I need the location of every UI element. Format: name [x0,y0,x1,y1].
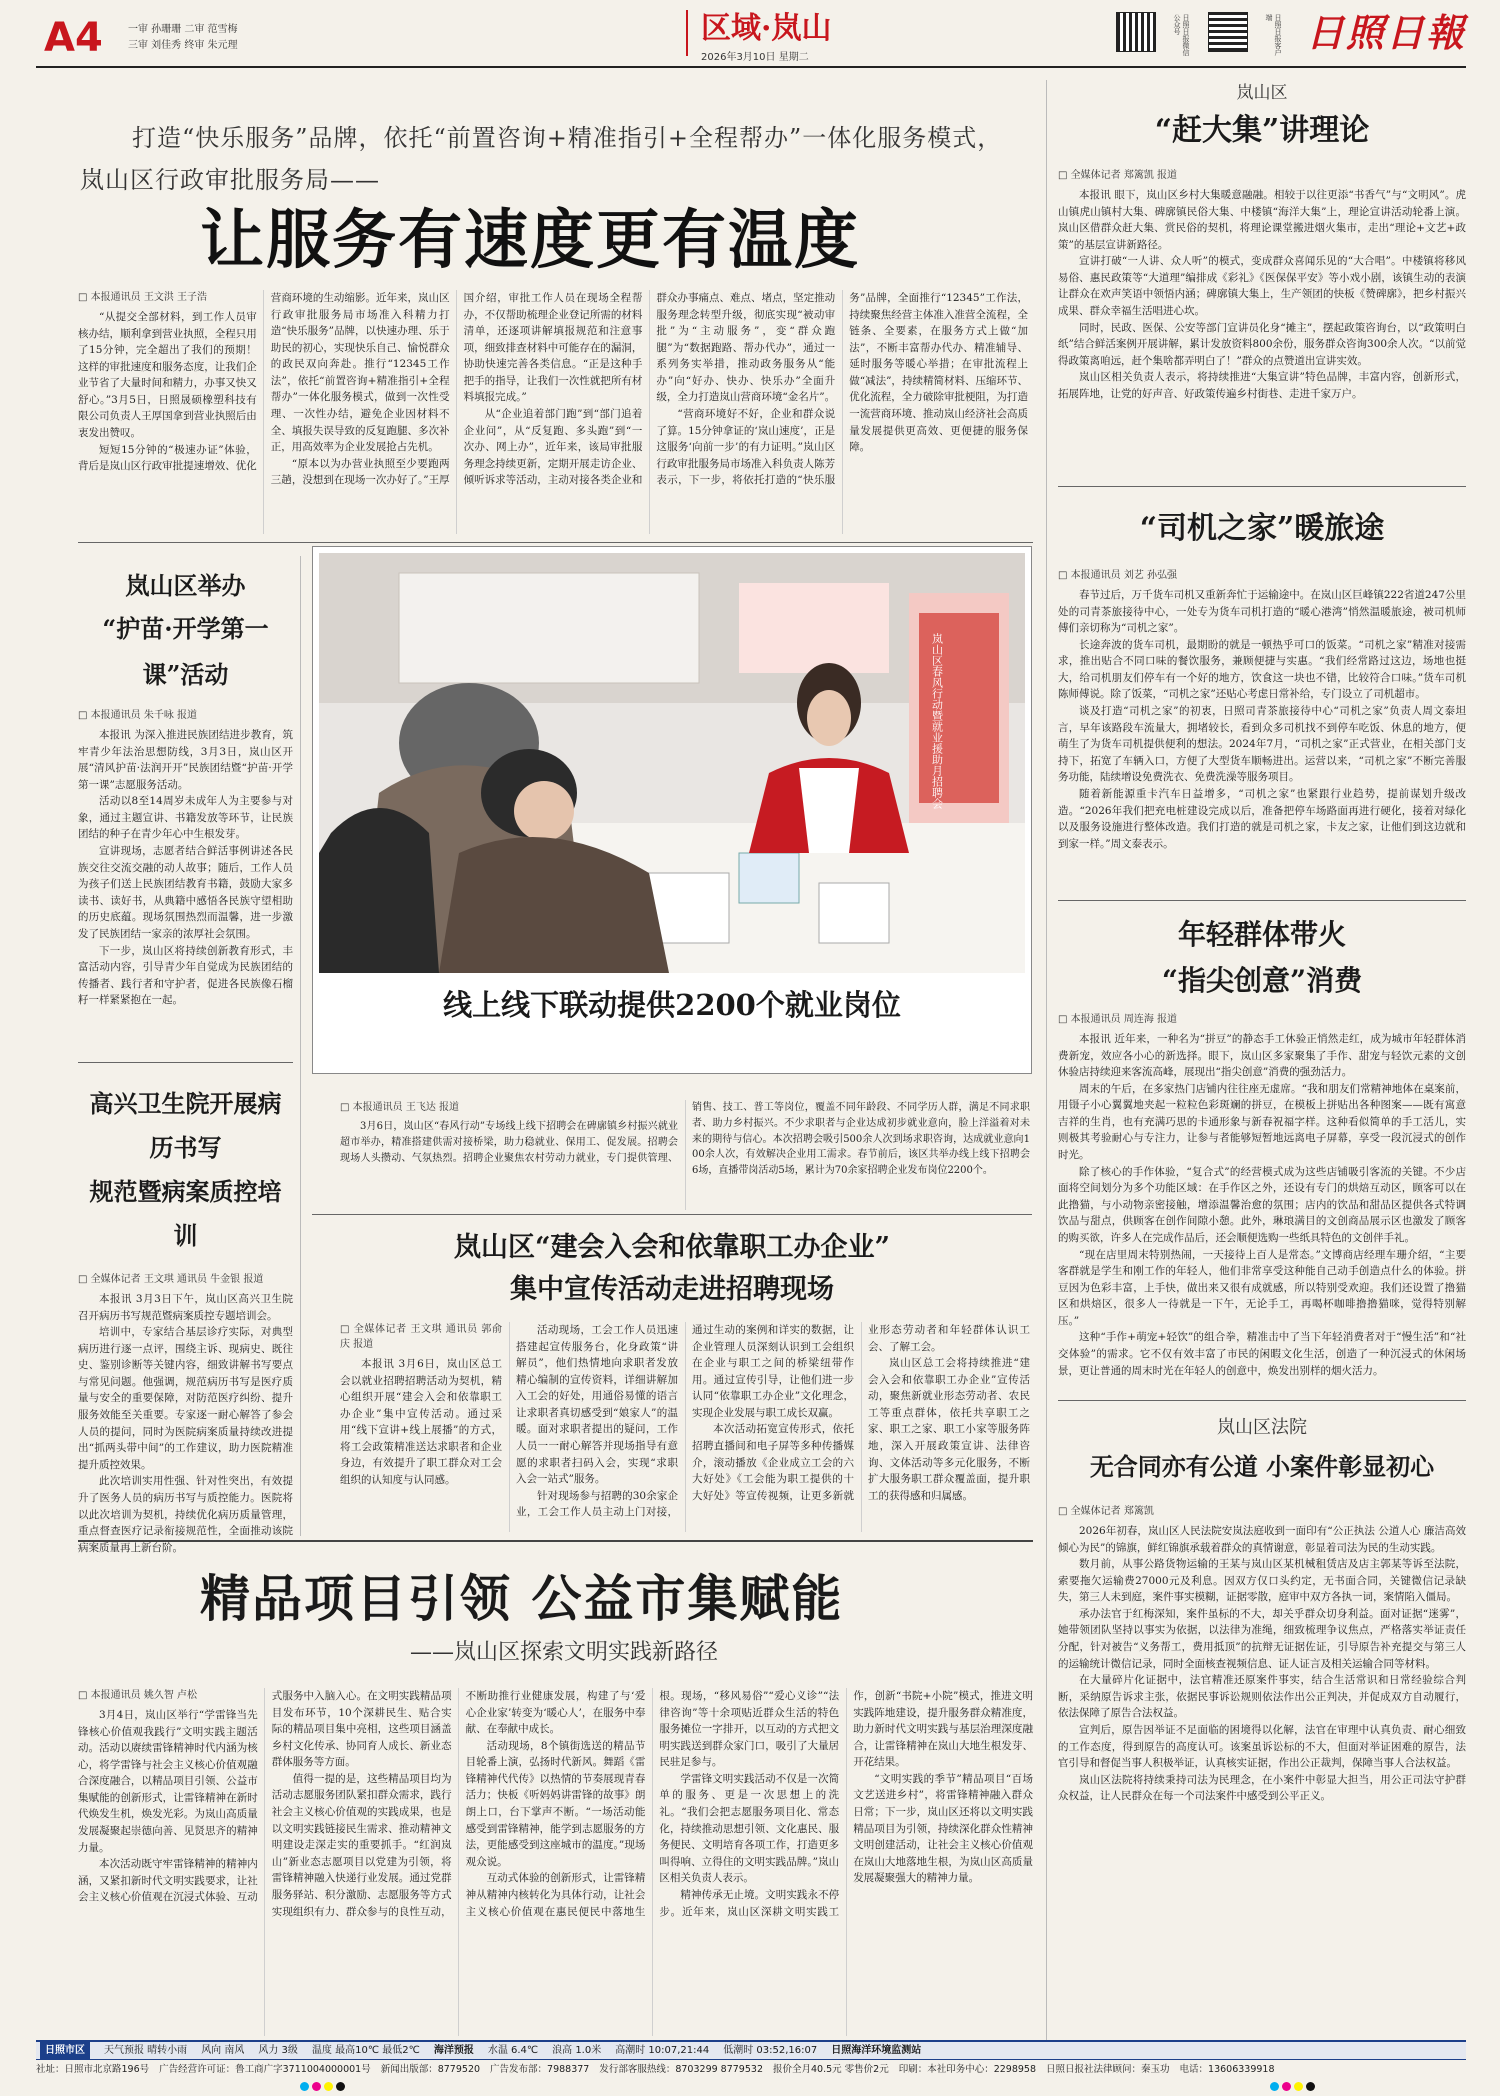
rule [78,1062,293,1063]
weather-bar: 日照市区 天气预报 晴转小雨 风向 南风 风力 3级 温度 最高10℃ 最低2℃ 海洋预报 水温 6.4℃ 浪高 1.0米 高潮时 10:07,21:44 低潮时 03:52,16:07 日照海洋环境监测站 [36,2040,1466,2060]
page-number: A4 [44,15,103,61]
section-title: 区域·岚山 [701,11,832,46]
rule [1058,1400,1466,1401]
youth-headline: “指尖创意”消费 [1161,964,1363,997]
print-registration-marks [300,2082,345,2091]
civil-headline: 精品项目引领 公益市集赋能 [200,1569,844,1628]
qr-label: 日照日报微信公众号 [1173,14,1190,56]
story1-lead-line: 岚山区行政审批服务局—— [80,166,380,194]
issue-date: 2026年3月10日 星期二 [701,52,809,63]
qr-label: 日照日报客户端 [1265,14,1282,56]
story-driver: “司机之家”暖旅途 □ 本报通讯员 刘艺 孙弘强 春节过后，万千货车司机又重新奔忙于运输途中。在岚山区巨峰镇222省道247公里处的司青茶旅接待中心，一处专为货车司机打造的“暖心港湾”悄然温暖旅途，被司机师傅们亲切称为“司机之家”。 长途奔波的货车司机，最期盼的就是一顿热乎可口的饭菜。“司机之家”精准对接需求，推出贴合不同口味的餐饮服务，兼顾便捷与实惠。“我们经常路过这边，场地也挺大，给司机朋友们停车有一个好的地方，饮食这一块也不错，比较符合口味。”货车司机陈师傅说。除了饭菜，“司机之家”还贴心考虑日常补给，专门设立了司机超市。 谈及打造“司机之家”的初衷，日照司青茶旅接待中心“司机之家”负责人周文泰坦言，早年该路段车流量大，拥堵较长，看到众多司机找不到停车吃饭、休息的地方，便萌生了为货车司机提供便利的想法。2024年7月，“司机之家”正式营业，在相关部门支持下，拓宽了车辆入口，方便了大型货车顺畅进出。运营以来，“司机之家”不断完善服务功能，陆续增设免费洗衣、免费洗澡等服务项目。 随着新能源重卡汽车日益增多，“司机之家”也紧跟行业趋势，提前谋划升级改造。“2026年我们把充电桩建设完成以后，准备把停车场路面再进行硬化，接着对绿化以及服务设施进行整体改造。我们打造的就是司机之家，卡友之家，让他们到这边就和到家一样。”周文泰表示。 [1058,500,1466,892]
story1-lead-line: 打造“快乐服务”品牌，依托“前置咨询+精准指引+全程帮办”一体化服务模式， [132,124,1003,152]
newspaper-logo: 日照日報 [1306,10,1467,55]
print-registration-marks [1270,2082,1315,2091]
rule [78,542,1033,543]
story-market: 岚山区 “赶大集”讲理论 □ 全媒体记者 郑篱凯 报道 本报讯 眼下，岚山区乡村大集暖意融融。相较于以往更添“书香气”与“文明风”。虎山镇虎山镇村大集、碑廓镇民俗大集、中楼镇“海洋大集”上，理论宣讲活动轮番上演。岚山区借群众赶大集、赏民俗的契机，将理论课堂搬进烟火集市，走出“理论+文艺+政策”的基层宣讲新路径。 宣讲打破“一人讲、众人听”的模式，变成群众喜闻乐见的“大合唱”。中楼镇将移风易俗、惠民政策等“大道理”编排成《彩礼》《医保保平安》等小戏小剧，该镇生动的表演让群众在欢声笑语中领悟内涵；碑廓镇大集上，生产领团的快板《赞碑廓》，把乡村振兴成果、群众幸福生活唱进心坎。 同时，民政、医保、公安等部门宣讲员化身“摊主”，摆起政策咨询台，以“政策明白纸”结合鲜活案例开展讲解，累计发放资料800余份，服务群众咨询300余人次。“以前觉得政策离咱远，赶个集啥都弄明白了！”群众的点赞道出宣讲实效。 岚山区相关负责人表示，将持续推进“大集宣讲”特色品牌，丰富内容，创新形式，拓展阵地，让党的好声音、好政策传遍乡村街巷、走进千家万户。 [1058,80,1466,468]
court-headline: 无合同亦有公道 小案件彰显初心 [1089,1452,1435,1481]
masthead-rule [36,66,1466,68]
editor-credits: 一审 孙珊珊 二审 范雪梅 三审 刘佳秀 终审 朱元理 [128,24,238,51]
court-kicker: 岚山区法院 [1217,1417,1307,1438]
story-youth: 年轻群体带火 “指尖创意”消费 □ 本报通讯员 周连海 报道 本报讯 近年来，一种名为“拼豆”的静态手工休验正悄然走红，成为城市年轻群体消费新宠，效应各小心的新选择。眼下，岚山区多家聚集了手作、甜宠与轻饮元素的文创休验店持续迎来客流高峰，展现出“指尖创意”消费的强劲活力。 周末的午后，在多家热门店铺内往往座无虚席。“我和朋友们常精神地体在桌案前，用镊子小心翼翼地夹起一粒粒色彩斑斓的拼豆，在模板上拼贴出各种图案——既有寓意吉祥的生肖，也有充满巧思的卡通形象与新春祝福字样。这种看似简单的手工活儿，实则极其考验耐心与专注力，让参与者能够短暂地远离电子屏幕，享受一段沉浸式的创作时光。 除了核心的手作体验，“复合式”的经营模式成为这些店铺吸引客流的关键。不少店面将空间划分为多个功能区域：在手作区之外，还设有专门的烘焙互动区，顾客可以在此撸猫，与小动物亲密接触，增添温馨治愈的氛围；店内的饮品和甜品区提供各式特调饮品与甜点，供顾客在创作间隙小憩。此外，琳琅满目的文创商品展示区也激发了顾客的购买欲，许多人在完成作品后，还会顺便选购一些纸具特色的文创伴手礼。 “现在店里周末特别热闹，一天接待上百人是常态。”文博商店经理车珊介绍，“主要客群就是学生和刚工作的年轻人，他们非常享受这种能自己动手创造点什么的体验。拼豆因为色彩丰富，上手快，做出来又很有成就感，所以特别受欢迎。我们还设置了撸猫区和烘焙区，很多人一待就是一下午，无论手工，再喝杯咖啡撸撸猫咪，觉得特别解压。” 这种“手作+萌宠+轻饮”的组合拳，精准击中了当下年轻消费者对于“慢生活”和“社交体验”的需求。它不仅有效丰富了市民的闲暇文化生活，创造了一种沉浸式的休闲场景，更让普通的周末时光在年轻人的创意中，焕发出别样的烟火活力。 [1058,912,1466,1412]
union-headline: 集中宣传活动走进招聘现场 [510,1274,834,1305]
civil-subheadline: ——岚山区探索文明实践新路径 [410,1640,719,1665]
column-rule [300,556,301,1536]
civil-body: □ 本报通讯员 姚久智 卢松 3月4日，岚山区举行“学雷锋当先锋核心价值观我践行”文明实践主题活动。活动以赓续雷锋精神时代内涵为核心，将学雷锋与社会主义核心价值观融合深度融合，以精品项目引领、公益市集赋能的创新形式，让雷锋精神在新时代焕发生机，焕发光彩。为岚山高质量发展凝聚起崇德向善、见贤思齐的精神力量。 本次活动既守牢雷锋精神的精神内涵，又紧扣新时代文明实践要求，让社会主义核心价值观在沉浸式体验、互动式服务中入脑入心。在文明实践精品项目发布环节，10个深耕民生、贴合实际的精品项目集中亮相，这些项目涵盖乡村文化传承、协同育人成长、新业态群体服务等方面。 值得一提的是，这些精品项目均为活动志愿服务团队紧扣群众需求，践行社会主义核心价值观的实践成果，也是以文明实践链接民生需求、推动精神文明建设走深走实的重要抓手。“红润岚山”新业态志愿项目以党建为引领，将雷锋精神融入快递行业发展。通过党群服务驿站、积分激励、志愿服务等方式实现组织有力、群众参与的良性互动，不断助推行业健康发展，构建了与‘爱心企业家’转变为‘暖心人’，在服务中奉献、在奉献中成长。 活动现场，8个镇街选送的精品节目轮番上演，弘扬时代新风。舞蹈《雷锋精神代代传》以热情的节奏展现青春活力；快板《听妈妈讲雷锋的故事》朗朗上口，台下掌声不断。“一场活动能感受到雷锋精神，能学到志愿服务的方法，更能感受到这座城市的温度。”现场观众说。 互动式体验的创新形式，让雷锋精神从精神内核转化为具体行动，让社会主义核心价值观在惠民便民中落地生根。现场，“移风易俗”“爱心义诊”“法律咨询”等十余项贴近群众生活的特色服务摊位一字排开，以互动的方式把文明实践送到群众家门口，吸引了大量居民驻足参与。 学雷锋文明实践活动不仅是一次简单的服务、更是一次思想上的洗礼。“我们会把志愿服务项目化、常态化，持续推动思想引领、文化惠民、服务便民、文明培育各项工作，打造更多叫得响、立得住的文明实践品牌。”岚山区相关负责人表示。 精神传承无止境。文明实践永不停步。近年来，岚山区深耕文明实践工作，创新“书院+小院”模式，推进文明实践阵地建设，提升服务群众精准度，助力新时代文明实践与基层治理深度融合，让雷锋精神在岚山大地生根发芽、开花结果。 “文明实践的季节”精品项目“百场文艺送进乡村”，将雷锋精神融入群众日常；下一步，岚山区还将以文明实践精品项目为引领，持续深化群众性精神文明创建活动，让社会主义核心价值观在岚山大地落地生根，为岚山区高质量发展凝聚强大的精神力量。 [78,1688,1033,2036]
story1-body: □ 本报通讯员 王文洪 王子浩 “从提交全部材料，到工作人员审核办结，顺利拿到营业执照，全程只用了15分钟，完全超出了我们的预期！这样的审批速度和服务态度，让我们企业节省了大量时间和精力，办事又快又舒心。”3月5日，日照晟硕橡塑科技有限公司负责人王厚国拿到营业执照后由衷发出赞叹。 短短15分钟的“极速办证”体验，背后是岚山区行政审批提速增效、优化营商环境的生动缩影。近年来，岚山区行政审批服务局市场准入科精力打造“快乐服务”品牌，以快速办理、乐于助民的初心，实现快乐自己、愉悦群众的政民双向奔赴。推行“12345工作法”，依托“前置咨询+精准指引+全程帮办”一体化服务模式，做到一次性受理、一次性办结，避免企业因材料不全、填报失误导致的反复跑腿、多次补正，用高效率为企业发展抢占先机。 “原本以为办营业执照至少要跑两三趟，没想到在现场一次办好了。”王厚国介绍，审批工作人员在现场全程帮办，不仅帮助梳理企业登记所需的材料清单，还逐项讲解填报规范和注意事项，细致排查材料中可能存在的漏洞，协助快速完善各类信息。“正是这种手把手的指导，让我们一次性就把所有材料填报完成。” 从“企业追着部门跑”到“部门追着企业问”，从“反复跑、多头跑”到“一次办、网上办”，近年来，该局审批服务理念持续更新，定期开展走访企业、倾听诉求等活动，主动对接各类企业和群众办事痛点、难点、堵点，坚定推动服务理念转型升级，彻底实现“被动审批”为“主动服务”，变“群众跑腿”为“数据跑路、帮办代办”，通过一系列务实举措，推动政务服务从“能办”向“好办、快办、快乐办”全面升级，全力打造岚山营商环境“金名片”。 “营商环境好不好，企业和群众说了算。15分钟拿证的‘岚山速度’，正是这服务‘向前一步’的有力证明。”岚山区行政审批服务局市场准入科负责人陈芳表示，下一步，将依托打造的“快乐服务”品牌，全面推行“12345”工作法，持续聚焦经营主体准入准营全流程，全链条、全要素，在服务方式上做“加法”，不断丰富帮办代办、精准辅导、延时服务等暖心举措；在审批流程上做“减法”，持续精简材料、压缩环节、优化流程，全力破除审批梗阻，为打造一流营商环境、推动岚山经济社会高质量发展提供更高效、更便捷的服务保障。 [78,290,1028,534]
seedling-headline: 岚山区举办 [125,571,246,600]
rule [78,1540,1033,1542]
column-rule [1046,80,1047,2060]
rule [1058,900,1466,901]
market-headline: “赶大集”讲理论 [1154,113,1370,148]
qr-code-icon [1116,12,1156,52]
story-hospital: 高兴卫生院开展病历书写 规范暨病案质控培训 □ 全媒体记者 王文琪 通讯员 牛金银 报道 本报讯 3月3日下午，岚山区高兴卫生院召开病历书写规范暨病案质控专题培训会。 培训中，专家结合基层诊疗实际，对典型病历进行逐一点评，围绕主诉、现病史、既往史、鉴别诊断等关键内容，细致讲解书写要点与常见问题。他强调，规范病历书写是医疗质量与安全的重要保障，对防范医疗纠纷、提升服务效能至关重要。专家逐一耐心解答了参会人员的提问，同时为医院病案质量持续改进提出“抓两头带中间”的工作建议，助力医院精准提升质控效果。 此次培训实用性强、针对性突出，有效提升了医务人员的病历书写与质控能力。医院将以此次培训为契机，持续优化病历质量管理，重点督查医疗记录衔接规范性，全面推动该院病案质量再上新台阶。 [78,1082,293,1668]
union-body: □ 全媒体记者 王文琪 通讯员 郭俞庆 报道 本报讯 3月6日，岚山区总工会以就业招聘招聘活动为契机，精心组织开展“建会入会和依靠职工办企业”集中宣传活动。通过采用“线下宣讲+线上展播”的方式，将工会政策精准送达求职者和企业身边，有效提升了职工群众对工会组织的认知度与认同感。 活动现场，工会工作人员迅速搭建起宣传服务台，化身政策“讲解员”，他们热情地向求职者发放精心编制的宣传资料，详细讲解加入工会的好处，用通俗易懂的语言让求职者真切感受到“娘家人”的温暖。面对求职者提出的疑问，工作人员一一耐心解答并现场指导有意愿的求职者扫码入会，实现“求职入会一站式”服务。 针对现场参与招聘的30余家企业，工会工作人员主动上门对接，通过生动的案例和详实的数据，让企业管理人员深刻认识到工会组织在企业与职工之间的桥梁纽带作用。通过宣传引导，让他们进一步认同“依靠职工办企业”文化理念，实现企业发展与职工成长双赢。 本次活动拓宽宣传形式，依托招聘直播间和电子屏等多种传播媒介，滚动播放《企业成立工会的六大好处》《工会能为职工提供的十大好处》等宣传视频，让更多新就业形态劳动者和年轻群体认识工会、了解工会。 岚山区总工会将持续推进“建会入会和依靠职工办企业”宣传活动，聚焦新就业形态劳动者、农民工等重点群体，依托共享职工之家、职工之家、职工小家等服务阵地，深入开展政策宣讲、法律咨询、文体活动等多元化服务，不断扩大服务职工群众覆盖面，提升职工的获得感和归属感。 [340,1322,1030,1532]
banner-sign: 岚山区春风行动暨就业援助月招聘会 [930,633,944,809]
driver-headline: “司机之家”暖旅途 [1139,511,1385,546]
qr-code-icon [1208,12,1248,52]
story-seedling: 岚山区举办 “护苗·开学第一课”活动 □ 本报通讯员 朱千咏 报道 本报讯 为深入推进民族团结进步教育，筑牢青少年法治思想防线，3月3日，岚山区开展“清风护苗·法润开开”民族团结暨“护苗·开学第一课”志愿服务活动。 活动以8至14周岁未成年人为主要参与对象，通过主题宣讲、书籍发放等环节，让民族团结的种子在青少年心中生根发芽。 宣讲现场，志愿者结合鲜活事例讲述各民族交往交流交融的动人故事；随后，工作人员为孩子们送上民族团结教育书籍，鼓励大家多读书、读好书，从典籍中感悟各民族守望相助的历史底蕴。现场氛围热烈而温馨，进一步激发了民族团结一家亲的浓厚社会氛围。 下一步，岚山区将持续创新教育形式，丰富活动内容，引导青少年自觉成为民族团结的传播者、践行者和守护者，促进各民族像石榴籽一样紧紧抱在一起。 [78,566,293,1078]
photo-headline: 线上线下联动提供2200个就业岗位 [443,988,901,1022]
rule [1058,486,1466,487]
hospital-headline: 规范暨病案质控培训 [89,1177,282,1250]
rule [312,1214,1032,1215]
story-court: 岚山区法院 无合同亦有公道 小案件彰显初心 □ 全媒体记者 郑篱凯 2026年初春，岚山区人民法院安岚法庭收到一面印有“公正执法 公道人心 廉洁高效 倾心为民”的锦旗，鲜红锦旗承载着群众的真情谢意，彰显着司法为民的生动实践。 数月前，从事公路货物运输的王某与岚山区某机械租赁店及店主郭某等诉至法院，索要拖欠运输费27000元及利息。因双方仅口头约定，无书面合同，关键微信记录缺失，第三人未到庭，案件事实模糊，证据零散，庭审中双方各执一词，案情陷入僵局。 承办法官于红梅深知，案件虽标的不大，却关乎群众切身利益。面对证据“迷雾”，她带领团队坚持以事实为依据，以法律为准绳，细致梳理争议焦点，严格落实举证责任分配，针对被告“义务帮工，费用抵顶”的抗辩无证据佐证，引导原告补充提交与第三人的运输统计微信记录，同时全面核查视频信息、证人证言及相关运输合同等材料。 在大量碎片化证据中，法官精准还原案件事实，结合生活常识和日常经验综合判断，采纳原告诉求主张，依据民事诉讼规则依法作出公正判决，并促成双方自动履行，依法保障了原告合法权益。 宣判后，原告因举证不足面临的困境得以化解，法官在审理中认真负责、耐心细致的工作态度，得到原告的高度认可。该案虽诉讼标的不大，但面对举证困难的原告，法官引导和督促当事人积极举证，认真核实证据，作出公正裁判，保障当事人合法权益。 岚山区法院将持续秉持司法为民理念，在小案件中彰显大担当，用公正司法守护群众权益，让人民群众在每一个司法案件中感受到公平正义。 [1058,1414,1466,2012]
photo-frame [312,546,1032,1074]
hospital-headline: 高兴卫生院开展病历书写 [89,1089,282,1162]
photo-caption: □ 本报通讯员 王飞达 报道 3月6日，岚山区“春风行动”专场线上线下招聘会在碑廓镇乡村振兴就业超市举办，精准搭建供需对接桥梁，助力稳就业、保用工、促发展。招聘会现场人头攒动、气氛热烈。招聘企业聚焦农村劳动力就业，专门提供管理、销售、技工、普工等岗位，覆盖不同年龄段、不同学历人群，满足不同求职者、助力乡村振兴。不少求职者与企业达成初步就业意向，脸上洋溢着对未来的期待与信心。本次招聘会吸引500余人次到场求职咨询，达成就业意向100余人次，有效解决企业用工需求。春节前后，该区共举办线上线下招聘会6场，直播带岗活动5场，累计为70余家招聘企业发布岗位2200个。 [340,1100,1030,1210]
market-kicker: 岚山区 [1236,83,1288,103]
seedling-headline: “护苗·开学第一课”活动 [102,614,269,689]
section-divider [686,10,688,56]
story1-headline: 让服务有速度更有温度 [200,203,860,278]
job-fair-photo [319,553,1025,973]
imprint-bar: 社址：日照市北京路196号 广告经营许可证：鲁工商广字3711004000001号 新闻出版部：8779520 广告发布部：7988377 发行部客服热线：8703299 8779532 报价全月40.5元 零售价2元 印刷：本社印务中心：2298958 日照日报社法律顾问：秦玉功 电话：13606339918 [36,2064,1275,2075]
union-headline: 岚山区“建会入会和依靠职工办企业” [453,1232,891,1263]
youth-headline: 年轻群体带火 [1177,918,1346,951]
masthead [36,10,1467,63]
